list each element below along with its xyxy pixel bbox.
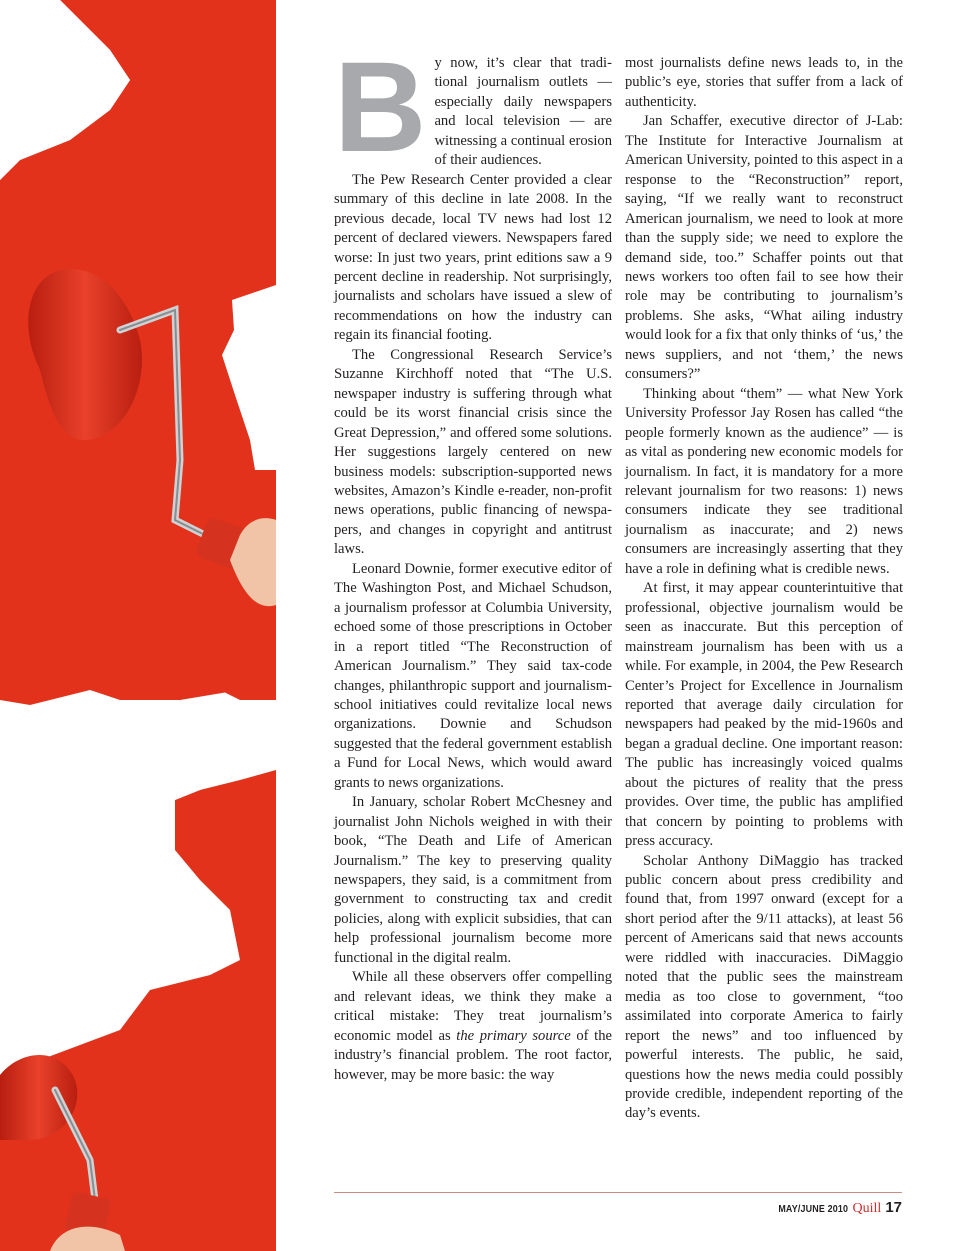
body-paragraph: Leonard Downie, former executive editor of The Washington Post, and Michael Schudson, a journalism professor at Columbia University, echoed some of those prescriptions in October in a report titled “The Reconstruction of American Journalism.” They said tax-code changes, philanthropic support and journalism-school initiatives could revitalize local news organizations. Downie and Schudson suggested that the federal government establish a Fund for Local News, which would award grants to news organizations. — [334, 560, 612, 791]
body-paragraph: Scholar Anthony DiMaggio has tracked public concern about press credibility and found that, from 1997 onward (except for a short period after the 9/11 attacks), at least 56 percent of Americans said that news accounts were riddled with inaccuracies. DiMaggio noted that the public sees the mainstream media as too close to government, “too assimilated into corporate America to fairly report the news” and too influenced by powerful interests. The public, he said, questions how the news media could possibly provide credible, independent reporting of the day’s events. — [625, 852, 903, 1122]
painted-red-illustration — [0, 0, 276, 1251]
body-paragraph — [334, 968, 612, 1085]
body-paragraph: The Congressional Research Service’s Suzanne Kirchhoff noted that “The U.S. newspaper industry is suffering through what could be its worst financial crisis since the Great Depression,” and offered some solutions. Her suggestions largely centered on new business models: subscription-supported news websites, Amazon’s Kindle e-reader, non-profit news operations, public financing of newspapers, and changes in copyright and antitrust laws. — [334, 346, 612, 558]
paragraph-text: of the industry’s financial problem. The root factor, however, may be more basic: the way — [334, 1027, 612, 1083]
magazine-name: Quill — [852, 1201, 882, 1216]
paragraph-text: While all these observers offer compelling and relevant ideas, we think they make a critical mistake: They treat journalism’s economic model as — [334, 969, 612, 1044]
body-paragraph: In January, scholar Robert McChesney and journalist John Nichols weighed in with their book, “The Death and Life of American Journalism.” The key to preserving quality newspapers, they said, is a commitment from government to constructing tax and credit policies, along with explicit subsidies, that can help professional journalism become more functional in the digital realm. — [334, 794, 612, 966]
article-column-right — [625, 54, 903, 1124]
lead-paragraph-text: y now, it’s clear that traditional journalism outlets — especially daily newspapers and local television — are witnessing a continual erosion of their audiences. — [434, 55, 612, 169]
footer-rule — [334, 1192, 902, 1193]
lead-paragraph — [334, 36, 612, 179]
continued-paragraph: most journalists define news leads to, in the public’s eye, stories that suffer from a lack of authenticity. — [625, 55, 903, 110]
page-folio — [766, 1199, 902, 1217]
body-paragraph: At first, it may appear counterintuitive that professional, objective journalism would be seen as inaccurate. But this perception of mainstream journalism has been with us a while. For example, in 2004, the Pew Research Center’s Project for Excellence in Journalism reported that average daily circulation for newspapers had peaked by the mid-1960s and began a gradual decline. One important reason: The public has increasingly voiced qualms about the pictures of reality that the press provides. Over time, the public has amplified that concern by pointing to problems with press accuracy. — [625, 580, 903, 850]
body-paragraph: Thinking about “them” — what New York University Professor Jay Rosen has called “the people formerly known as the audience” — is as vital as pondering new economic models for journalism. In fact, it is mandatory for a more relevant journalism for two reasons: 1) news consumers indicate they see traditional journalism as inaccurate; and 2) news consumers are increasingly asserting that they have a role in defining what is credible news. — [625, 385, 903, 577]
issue-date: MAY/JUNE 2010 — [778, 1203, 849, 1215]
article-column-left — [334, 36, 612, 1085]
drop-cap: B — [334, 36, 425, 179]
page-number: 17 — [885, 1199, 902, 1216]
body-paragraph: Jan Schaffer, executive director of J-Lab: The Institute for Interactive Journalism at American University, pointed to this aspect in a response to the “Reconstruction” report, saying, “If we really want to reconstruct American journalism, we need to look at more than the supply side; we need to explore the demand side, too.” Schaffer points out that news workers too often fail to see how their role may be contributing to journalism’s problems. She asks, “What ailing industry would look for a fix that only thinks of ‘us,’ the news suppliers, and not ‘them,’ the news consumers?” — [625, 113, 903, 383]
emphasis-text: the primary source — [456, 1027, 571, 1044]
body-paragraph: The Pew Research Center provided a clear summary of this decline in late 2008. In the previous decade, local TV news had lost 12 percent of declared viewers. Newspapers fared worse: In just two years, print editions saw a 9 percent decline in readership. Not surprisingly, journalists and scholars have issued a slew of recommendations on how the industry can regain its financial footing. — [334, 171, 612, 344]
